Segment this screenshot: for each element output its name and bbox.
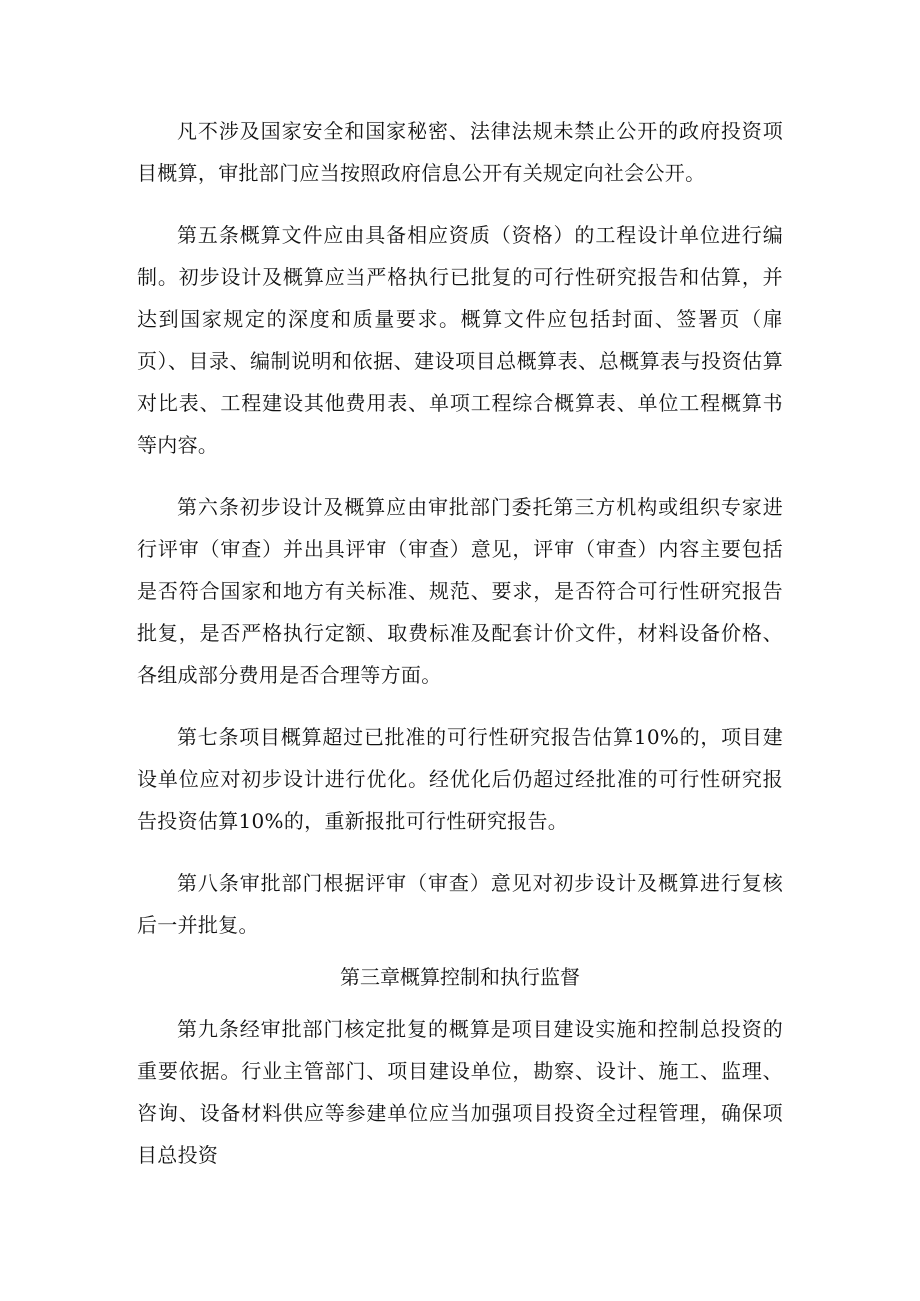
paragraph-article-8: 第八条审批部门根据评审（审查）意见对初步设计及概算进行复核后一并批复。 (137, 871, 783, 937)
paragraph-disclosure: 凡不涉及国家安全和国家秘密、法律法规未禁止公开的政府投资项目概算，审批部门应当按照政府信息公开有关规定向社会公开。 (137, 119, 783, 185)
document-body (137, 110, 783, 1196)
paragraph-article-7: 第七条项目概算超过已批准的可行性研究报告估算10%的，项目建设单位应对初步设计进行优化。经优化后仍超过经批准的可行性研究报告投资估算10%的，重新报批可行性研究报告。 (137, 725, 783, 833)
chapter-heading: 第三章概算控制和执行监督 (340, 965, 580, 989)
paragraph-article-9: 第九条经审批部门核定批复的概算是项目建设实施和控制总投资的重要依据。行业主管部门、项目建设单位，勘察、设计、施工、监理、咨询、设备材料供应等参建单位应当加强项目投资全过程管理，确保项目总投资 (137, 1017, 783, 1167)
paragraph-article-6: 第六条初步设计及概算应由审批部门委托第三方机构或组织专家进行评审（审查）并出具评审（审查）意见，评审（审查）内容主要包括是否符合国家和地方有关标准、规范、要求，是否符合可行性研究报告批复，是否严格执行定额、取费标准及配套计价文件，材料设备价格、各组成部分费用是否合理等方面。 (137, 495, 783, 687)
paragraph-article-5: 第五条概算文件应由具备相应资质（资格）的工程设计单位进行编制。初步设计及概算应当严格执行已批复的可行性研究报告和估算，并达到国家规定的深度和质量要求。概算文件应包括封面、签署页（扉页）、目录、编制说明和依据、建设项目总概算表、总概算表与投资估算对比表、工程建设其他费用表、单项工程综合概算表、单位工程概算书等内容。 (137, 223, 783, 457)
